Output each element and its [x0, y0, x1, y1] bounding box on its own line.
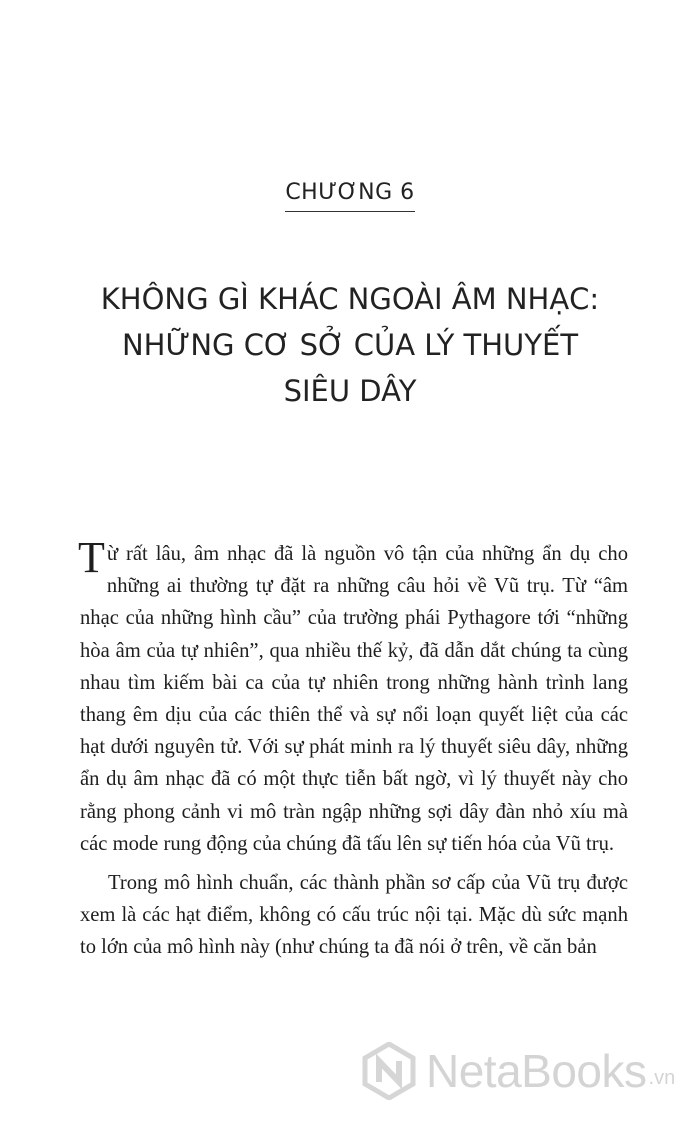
drop-cap: T: [78, 533, 105, 582]
paragraph-1-text: ừ rất lâu, âm nhạc đã là nguồn vô tận của những ẩn dụ cho những ai thường tự đặt ra những câu hỏi về Vũ trụ. Từ “âm nhạc của những hình cầu” của trường phái Pythagore tới “những hòa âm của tự nhiên”, qua nhiều thế kỷ, đã dẫn dắt chúng ta cùng nhau tìm kiếm bài ca của tự nhiên trong những hành trình lang thang êm dịu của các thiên thể và sự nổi loạn quyết liệt của các hạt dưới nguyên tử. Với sự phát minh ra lý thuyết siêu dây, những ẩn dụ âm nhạc đã có một thực tiễn bất ngờ, vì lý thuyết này cho rằng phong cảnh vi mô tràn ngập những sợi dây đàn nhỏ xíu mà các mode rung động của chúng đã tấu lên sự tiến hóa của Vũ trụ.: [80, 543, 628, 855]
chapter-title: [40, 276, 660, 414]
watermark-brand: NetaBooks: [426, 1045, 647, 1097]
chapter-label: [0, 180, 700, 212]
netabooks-logo-icon: [360, 1042, 418, 1100]
watermark-suffix: .vn: [648, 1067, 676, 1089]
paragraph-1: [78, 533, 628, 860]
chapter-title-line-3: SIÊU DÂY: [283, 374, 417, 408]
paragraph-2: Trong mô hình chuẩn, các thành phần sơ cấp của Vũ trụ được xem là các hạt điểm, không có cấu trúc nội tại. Mặc dù sức mạnh to lớn của mô hình này (như chúng ta đã nói ở trên, về căn bản: [80, 872, 628, 959]
chapter-number: CHƯƠNG 6: [285, 180, 414, 212]
chapter-title-line-2: NHỮNG CƠ SỞ CỦA LÝ THUYẾT: [121, 328, 579, 362]
watermark: [360, 1042, 675, 1100]
body-text: [78, 533, 628, 964]
chapter-title-line-1: KHÔNG GÌ KHÁC NGOÀI ÂM NHẠC:: [100, 282, 600, 316]
